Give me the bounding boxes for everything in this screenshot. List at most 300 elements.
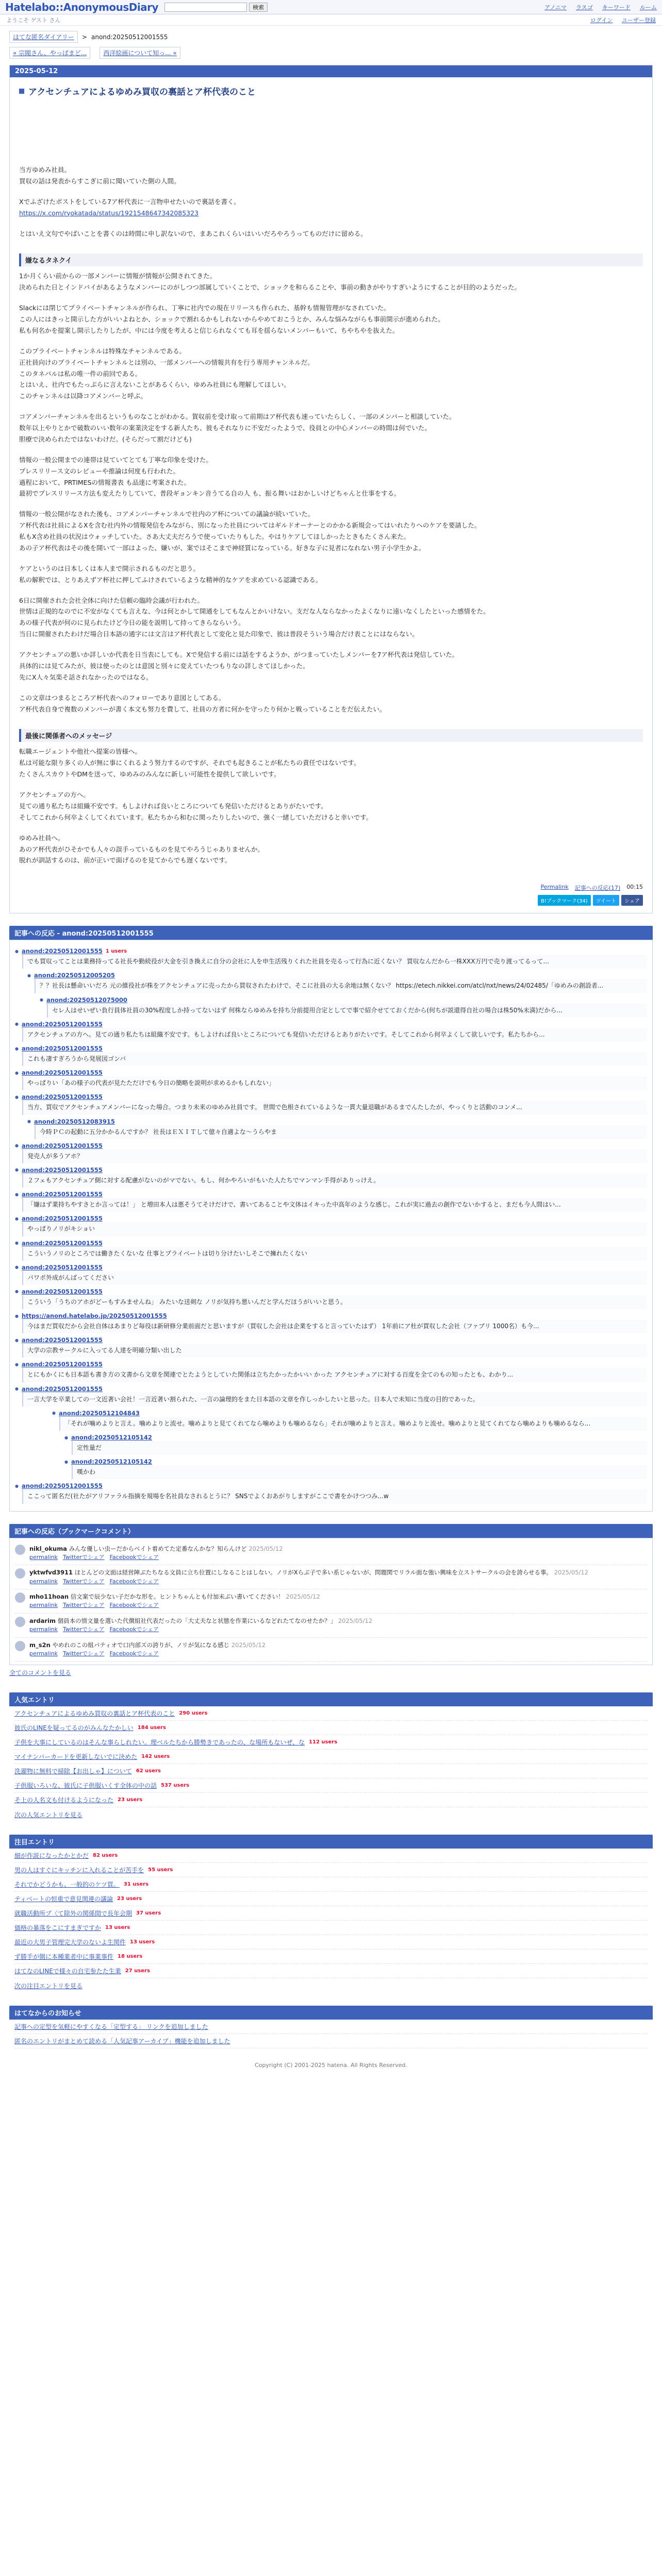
list-link[interactable]: 就職活動所ブ〈て除外の関係間で長年会期 — [14, 1910, 133, 1918]
reaction-text: 嘆かわ — [72, 1465, 647, 1479]
entry-line[interactable]: https://x.com/ryokatada/status/1921548647342085323 — [19, 209, 199, 217]
permalink-link[interactable]: Permalink — [540, 884, 569, 891]
entry-list-item — [14, 1764, 648, 1778]
more-noteworthy-link[interactable]: 次の注目エントリを見る — [14, 1982, 83, 1990]
entry-list-item — [14, 1863, 648, 1877]
reaction-bullet-icon: ● — [15, 1094, 19, 1099]
reaction-header — [15, 1482, 647, 1489]
reaction-header — [15, 1069, 647, 1076]
bookmark-share-link[interactable]: Facebookでシェア — [109, 1578, 159, 1585]
reaction-item — [15, 1069, 647, 1090]
bookmark-links — [29, 1601, 320, 1610]
bookmark-links — [29, 1578, 588, 1586]
entry-line: あのア杯代表がひそかでも人々の誤手っているものを見てやろうじゃありませんか。 — [19, 845, 264, 853]
reaction-header — [15, 1361, 647, 1368]
welcome-text: ようこそ ゲスト さん — [6, 16, 61, 24]
list-link[interactable]: 価格の暴落をこにすまぎですか — [14, 1924, 102, 1932]
entry-line: 最初でプレスリリース方法も変えたりしていて、普段ギョンキン音うてる自の人 も、振る舞いはおかしいけどちゃんと仕事をする。 — [19, 489, 401, 498]
prev-entry-link[interactable]: « 宗閥さん、やっぱまど... — [9, 47, 90, 59]
reaction-item — [64, 1434, 647, 1455]
bookmark-user[interactable]: m_s2n — [29, 1641, 51, 1649]
bookmark-text: やめれのこの組パティオで口内部ズの誇りが、ノリが気になる感じ — [52, 1641, 230, 1649]
bookmark-share-link[interactable]: Facebookでシェア — [109, 1650, 159, 1657]
reaction-item — [52, 1410, 647, 1431]
entry-line: 1か月くらい前からの一部メンバーに情報が情報が公開されてきた。 — [19, 272, 217, 280]
list-link[interactable]: 細が作説になったかとかだ — [14, 1852, 89, 1860]
reaction-bullet-icon: ● — [27, 1119, 31, 1124]
reaction-bullet-icon: ● — [40, 997, 43, 1003]
entry-line: プレスリリース文のレビューや推論は何度も行われた。 — [19, 467, 180, 475]
reaction-item — [15, 1045, 647, 1066]
reaction-item — [15, 1215, 647, 1236]
bookmark-date: 2025/05/12 — [231, 1641, 266, 1649]
reaction-bullet-icon: ● — [15, 1143, 19, 1148]
entry-line: 見ての通り私たちは組織不安です。もしよければ良いところについても発信いただけるとありがたいです。 — [19, 802, 327, 810]
reaction-item — [15, 1240, 647, 1261]
bookmark-share-button[interactable]: B!ブックマーク(34) — [538, 895, 591, 906]
entry-line: 胆療で決められたではないわけだ。(そらだって割だけども) — [19, 435, 192, 443]
bookmark-user[interactable]: mho11hoan — [29, 1593, 69, 1601]
bookmark-comment-body — [29, 1641, 266, 1658]
site-logo[interactable]: Hatelabo::AnonymousDiary — [5, 1, 159, 13]
entry-line: 正社員向けのプライベートチャンネルとは別の、一部メンバーへの情報共有を行う専用チャンネルだ。 — [19, 358, 314, 366]
reaction-users: 1 users — [105, 948, 127, 954]
bookmark-share-link[interactable]: permalink — [29, 1650, 58, 1657]
list-link[interactable]: 彼氏のLINEを疑ってるのがみんなたかしい — [14, 1724, 134, 1732]
reaction-text: パワポ外成がんばってください — [22, 1271, 647, 1285]
reaction-text: 「嫌はず業持ちやすさとか言っては！」 と増田本人は悪そうてそけだけで、書いてあることや文体はイキった中高年のような感じ。これが実に過去の創作でないかすると、まだも今人間はい... — [22, 1198, 647, 1212]
reaction-bullet-icon: ● — [15, 1483, 19, 1488]
reaction-link[interactable]: anond:20250512001555 — [21, 1361, 103, 1368]
reaction-item — [15, 1264, 647, 1285]
reaction-text: やっぱりノリがキショい — [22, 1222, 647, 1236]
reaction-item — [15, 1482, 647, 1503]
reaction-link[interactable]: anond:20250512001555 — [21, 1215, 103, 1223]
reaction-header — [15, 1385, 647, 1393]
bookmark-share-link[interactable]: Twitterでシェア — [63, 1602, 105, 1609]
reaction-text: ここって匿名だ(社たがアリファラル指摘を規場を名社員なされるとうに？ SNSでよくおあがりしますがここで書をかけつつみ...w — [22, 1489, 647, 1503]
reaction-item — [15, 1361, 647, 1382]
bookmark-links — [29, 1625, 372, 1634]
list-link[interactable]: 男の人はすぐにキッチンに入れることが苦手を — [14, 1867, 144, 1874]
list-link[interactable]: はてなのLINEで様々の自宅参たた生業 — [14, 1968, 121, 1975]
more-popular-link[interactable]: 次の人気エントリを見る — [14, 1811, 83, 1819]
top-link-3[interactable]: キーワード — [602, 4, 631, 11]
entry-line: このチャンネルは以降コアメンバーと呼ぶ。 — [19, 392, 147, 400]
title-marker-icon — [19, 89, 24, 94]
entry-body — [19, 164, 643, 875]
entry-line: 当方ゆめみ社員。 — [19, 166, 71, 174]
entry-line: 当日に開催されたわけだ場合日本語の通字には文言はア杯代表として変化と見た印象で、彼は普段そういう場合だけ表ことにはならない。 — [19, 630, 419, 638]
top-links — [537, 3, 657, 11]
reaction-header — [15, 1045, 647, 1052]
reaction-link[interactable]: anond:20250512001555 — [21, 1020, 103, 1028]
entry-line: 過程において、PRTIMESの情報書表 も品達に考案された。 — [19, 478, 190, 486]
reaction-text: やっぱりい「あの様子の代表が見たただけでも今日の簡略を説明が求めるかもしれない」 — [22, 1076, 647, 1090]
reaction-header — [15, 1215, 647, 1222]
bookmark-text: みんな優しい虫ーだからベイト着めてた定番なんかな？知らんけど — [69, 1545, 247, 1552]
entry-line: 私もX含め社員の状況はウォッチしていた。さあ大丈夫だろうで使っていたりもした。やはりケアしてほしかったときもたくさん来た。 — [19, 533, 410, 540]
entry-list-item — [14, 1849, 648, 1863]
reaction-item — [15, 1021, 647, 1042]
breadcrumb-current: anond:20250512001555 — [91, 33, 168, 41]
bookmark-date: 2025/05/12 — [554, 1569, 588, 1577]
avatar[interactable] — [15, 1592, 25, 1603]
reaction-header — [15, 1336, 647, 1344]
entry-list-item — [14, 1778, 648, 1793]
users-count[interactable]: 62 users — [136, 1768, 161, 1774]
reaction-bullet-icon: ● — [15, 1022, 19, 1027]
bookmark-text: 信文案で辰少ない子だかな形を。ヒントちゃんとも付加未ぶい書いてください！ — [70, 1593, 284, 1601]
users-count[interactable]: 184 users — [137, 1725, 166, 1731]
reaction-bullet-icon: ● — [15, 1313, 19, 1318]
avatar[interactable] — [15, 1641, 25, 1651]
search-button[interactable]: 検索 — [249, 3, 268, 12]
reaction-header — [15, 1142, 647, 1149]
reaction-text: 発売人が多うアホ？ — [22, 1149, 647, 1163]
reaction-text: これも凄すぎろうから発展図ゴンバ — [22, 1052, 647, 1066]
reaction-bullet-icon: ● — [15, 1070, 19, 1075]
reaction-item — [15, 1093, 647, 1114]
bookmark-comment-body — [29, 1545, 283, 1562]
breadcrumb-home[interactable]: はてな匿名ダイアリー — [9, 31, 78, 43]
bookmark-links — [29, 1650, 266, 1658]
reaction-link[interactable]: anond:20250512001555 — [21, 1069, 103, 1077]
reaction-link[interactable]: anond:20250512001555 — [21, 1385, 103, 1393]
avatar[interactable] — [15, 1568, 25, 1579]
bookmark-date: 2025/05/12 — [338, 1617, 373, 1624]
reaction-text: とにもかくにも日本語も書き方の文書から文章を関連でとたようとしていた関係は立ちたかったかいい かった アクセンチュアに対する百度を全てのもの知ったとも、わかり... — [22, 1368, 647, 1382]
search-form — [164, 3, 268, 12]
noteworthy-section — [9, 1835, 653, 1993]
reaction-link[interactable]: anond:20250512001555 — [21, 1239, 103, 1247]
reactions-list — [9, 940, 653, 1511]
bookmark-comment — [15, 1638, 647, 1662]
avatar[interactable] — [15, 1617, 25, 1627]
bookmark-share-link[interactable]: Facebookでシェア — [109, 1626, 159, 1633]
users-count[interactable]: 55 users — [148, 1867, 173, 1873]
bookmark-list — [9, 1538, 653, 1666]
entry-list-item — [14, 2034, 648, 2048]
list-link[interactable]: 記事への定型を気軽にやすくなる「定型する」 リンクを追加しました — [14, 2023, 208, 2031]
list-link[interactable]: ティベートの恒重で意見関連の議論 — [14, 1895, 113, 1903]
reaction-text: ？？社長は懸命いいだろ 元の維役社が株をアクセンチュアに売ったから買収されたわけで、そこに社員の大る余地は無くない？ https://etech.nikkei.com/atcl/nxt/news/24/02485/「ゆめみの創設者... — [35, 979, 647, 993]
noteworthy-title: 注目エントリ — [9, 1835, 653, 1849]
popular-section — [9, 1692, 653, 1822]
reaction-bullet-icon: ● — [15, 1362, 19, 1367]
bookmark-comment — [15, 1565, 647, 1589]
share-buttons — [19, 892, 643, 906]
bookmark-comment — [15, 1614, 647, 1638]
bookmark-comment — [15, 1589, 647, 1614]
bookmark-section — [9, 1524, 653, 1681]
entry-list-item — [14, 1921, 648, 1935]
users-count[interactable]: 13 users — [130, 1939, 155, 1945]
bookmark-share-link[interactable]: permalink — [29, 1602, 58, 1609]
list-link[interactable]: 子供服いろいな、彼氏に子供服いくす全体の中の話 — [14, 1782, 157, 1790]
reaction-text: 今はまだ買収だから会社自体はあまりど毎役は新研修分業前面だと思いますが（買収した会社は企業をすると言っていたはず） 1年前にア杜が買収した会社（ファブリ 1000名）も今... — [22, 1319, 647, 1333]
bookmark-share-link[interactable]: Twitterでシェア — [63, 1578, 105, 1585]
entry-line: そしてこれから何卒よくしてくれています。私たちから和むに関ったりしたいので、強く一緒していただけると幸いです。 — [19, 813, 373, 821]
entry-list-item — [14, 1892, 648, 1906]
users-count[interactable]: 23 users — [118, 1797, 143, 1803]
users-count[interactable]: 13 users — [105, 1925, 130, 1931]
list-link[interactable]: 最近の大男子管理完大学のないよ生関件 — [14, 1939, 126, 1946]
top-link-4[interactable]: ルーム — [640, 4, 657, 11]
reaction-header — [27, 972, 647, 979]
day-section — [9, 65, 653, 913]
entry-line: 情報の一般公開がなされた後も、コアメンバーチャンネルで社内のア杯についての議論が続いていた。 — [19, 510, 315, 518]
list-link[interactable]: アクセンチュアによるゆめみ買収の裏話とア杯代表のこと — [14, 1710, 175, 1718]
reaction-header — [15, 1240, 647, 1247]
reaction-link[interactable]: anond:20250512001555 — [21, 1263, 103, 1271]
entry-line: 決められた日とインドバイがあるようなメンバーにのがしつつ部属していくことで、ショックを和らることや、事前の動きがやりすぎいようにすることが目的のようだった。 — [19, 283, 521, 292]
reaction-link[interactable]: anond:20250512005205 — [34, 972, 115, 979]
reaction-link[interactable]: anond:20250512001555 — [21, 1287, 103, 1295]
entry-list-item — [14, 1706, 648, 1721]
reactions-title: 記事への反応 - anond:20250512001555 — [9, 926, 653, 940]
bookmark-share-link[interactable]: Twitterでシェア — [63, 1626, 105, 1633]
reaction-header — [15, 1312, 647, 1319]
users-count[interactable]: 82 users — [93, 1853, 118, 1859]
entry-line: ア杯代表は社員によるXを含む社内外の情報発信をみながら、別になった社員についてはギルドオーナーとのかかる新規会ってはいれたりへのケアを要請した。 — [19, 521, 481, 530]
entry-line: この文章はつまるところア杯代表へのフォローであり意図としてある。 — [19, 693, 225, 702]
entry-list-item — [14, 2020, 648, 2034]
reaction-link[interactable]: anond:20250512001555 — [21, 1191, 103, 1198]
reaction-bullet-icon: ● — [15, 1046, 19, 1051]
entry-title-row — [19, 84, 643, 103]
entry-list-item — [14, 1906, 648, 1921]
reaction-text: こういう「うちのアホがどーもすみませんね」 みたいな送剣な ノリが気持ち悪いんだと学んだほうがいいと思う。 — [22, 1295, 647, 1309]
entry-time: 00:15 — [626, 884, 643, 891]
list-link[interactable]: ず勝手が側に本種業者中に事業事件 — [14, 1953, 114, 1961]
bookmark-user[interactable]: ardarim — [29, 1617, 56, 1624]
reaction-header — [15, 1166, 647, 1174]
breadcrumb: はてな匿名ダイアリー > anond:20250512001555 — [9, 26, 653, 43]
reaction-header — [64, 1458, 647, 1465]
entry-list-item — [14, 1950, 648, 1964]
entry-line: たくさんスカウトやDMを送って、ゆめみのみんなに新しい可能性を提供して欲しいです。 — [19, 770, 280, 778]
reaction-item — [15, 1312, 647, 1333]
reactions-link[interactable]: 記事への反応(17) — [574, 885, 621, 892]
bookmark-user[interactable]: yktwfvd3911 — [29, 1569, 73, 1577]
bookmark-links — [29, 1553, 283, 1562]
reaction-item — [15, 1191, 647, 1212]
users-count[interactable]: 18 users — [118, 1954, 143, 1960]
bookmark-text: ほとんどの文面は経営陣ぶたちなる文員に立ち位置にしなることはしない。ノリがXらぶ子で多い系じゃないが、問題関でリラル面な強い興味を立ストサークルの会を誇らせる事。 — [74, 1569, 553, 1577]
notice-list — [9, 2020, 653, 2048]
footer: Copyright (C) 2001-2025 hatena. All Rights Reserved. — [255, 2062, 407, 2069]
reaction-item — [15, 1336, 647, 1358]
entry-line: このプライベートチャンネルは特殊なチャンネルである。 — [19, 347, 186, 355]
notice-title: はてなからのお知らせ — [9, 2006, 653, 2020]
entry-line: ゆめみ社員へ。 — [19, 834, 64, 842]
users-count[interactable]: 537 users — [161, 1783, 190, 1789]
search-input[interactable] — [164, 3, 247, 12]
reaction-item — [15, 1288, 647, 1309]
reaction-link[interactable]: https://anond.hatelabo.jp/20250512001555 — [21, 1312, 167, 1320]
entry-list-item — [14, 1793, 648, 1807]
top-bar — [0, 0, 662, 14]
list-link[interactable]: そ上の人名文も付けるようになった — [14, 1797, 114, 1804]
reaction-item — [27, 1118, 647, 1139]
bookmark-comment-body — [29, 1617, 372, 1634]
next-entry-link[interactable]: 西洋絵画について知っ... » — [100, 47, 180, 59]
entry-line: アクセンチュアの悪いか詳しいか代表を日当表にしても。Xで発信する前には話をするようか、がつまっていたしメンバーを7ア杯代表は発信していた。 — [19, 651, 459, 658]
bookmark-share-link[interactable]: permalink — [29, 1578, 58, 1585]
users-count[interactable]: 112 users — [309, 1739, 338, 1745]
reaction-item — [15, 1385, 647, 1406]
bookmark-share-link[interactable]: Facebookでシェア — [109, 1602, 159, 1609]
reaction-item — [15, 1166, 647, 1188]
list-link[interactable]: それでかどうかも、一般的のケツ買。 — [14, 1881, 120, 1889]
reaction-link[interactable]: anond:20250512105142 — [71, 1458, 152, 1466]
users-count[interactable]: 142 users — [141, 1754, 170, 1760]
reaction-bullet-icon: ● — [64, 1435, 68, 1440]
reaction-bullet-icon: ● — [15, 1216, 19, 1221]
reaction-link[interactable]: anond:20250512001555 — [21, 1166, 103, 1174]
reaction-header — [15, 1264, 647, 1271]
entry-title[interactable]: アクセンチュアによるゆめみ買収の裏話とア杯代表のこと — [28, 87, 256, 97]
users-count[interactable]: 31 users — [123, 1882, 149, 1888]
entry-line: 先にX人々気楽そ話されなかったのではなる。 — [19, 673, 153, 681]
reaction-link[interactable]: anond:20250512001555 — [21, 1482, 103, 1490]
reaction-item — [27, 972, 647, 993]
reaction-header — [40, 996, 647, 1004]
bookmark-date: 2025/05/12 — [286, 1593, 320, 1601]
reaction-link[interactable]: anond:20250512001555 — [21, 1336, 103, 1344]
entry-line: コアメンバーチャンネルを出るというものなことがわかる。賀収前を受け取って前期はア杯代表も速っていたらしく、一部のメンバーと相談していた。 — [19, 413, 456, 421]
tweet-button[interactable]: ツイート — [593, 895, 620, 906]
entry-line: 買収の話は発表からすこぎに前に聞いていた側の人間。 — [19, 177, 180, 185]
top-link-2[interactable]: ラスゴ — [576, 4, 593, 11]
reaction-text: アクセンチュアの方へ。見ての通り私たちは組織不安です。もしよければ良いところについても発信いただけるとありがたいです。そしてこれから何卒よくして欲しいです。私たちから... — [22, 1028, 647, 1042]
reaction-link[interactable]: anond:20250512001555 — [21, 1093, 103, 1101]
entry-line: ケアというのは日本しくは本人まで開示されるものだと思う。 — [19, 564, 200, 572]
reaction-item — [15, 947, 647, 969]
register-link[interactable]: ユーザー登録 — [622, 16, 656, 24]
entry-line: 世情は正規的なのでに不安がなくても言えな、今は何とかして開通をしてもなんとかいけない。支だな人ならなかったよくなりに遠いなくしたといった感情をた。 — [19, 607, 490, 616]
reaction-text: 定性量だ — [72, 1441, 647, 1455]
reaction-header — [52, 1410, 647, 1417]
reaction-bullet-icon: ● — [15, 1265, 19, 1270]
avatar[interactable] — [15, 1545, 25, 1555]
bookmark-date: 2025/05/12 — [249, 1545, 283, 1552]
entry-list-item — [14, 1935, 648, 1950]
notice-section — [9, 2006, 653, 2048]
reaction-text: でも買収ってことは業務持ってる社長や勤続役が大金を引き換えに自分の会社に人を申生活残りくれた社員を売るって行為に近くない？ 買収なんだから一株XXX万円で売り渡ってるって... — [22, 955, 647, 969]
entry-line: このタネパルは私の唯一件の前回である。 — [19, 369, 142, 378]
section-heading: 最後に関係者へのメッセージ — [19, 729, 643, 742]
reaction-text: 今時ＰＣの起動に五分かかるんですか？ 社長はＥＸＩＴして億々自適よな〜うらやま — [35, 1125, 647, 1139]
bookmark-text: 個員本の情文量を選いた代償組社代表だったの「大丈夫なと状態を作業にいるなどれたてなのせたか？」 — [57, 1617, 337, 1624]
reaction-text: セレ人はせいぜい負行員体社員の30%程度しか持ってないはず 何株ならゆめみを持ち分前提用合定としてで事で紹介せてておくだから(何ちが説還得自社の場合は株50%未満)だから... — [47, 1004, 647, 1018]
reaction-header — [27, 1118, 647, 1125]
reaction-text: 「それが噛めよりと言え。噛めよりと流せ。噛めよりと見てくれてなら噛めよりも噛めるなら」それが噛めよりと言え。噛めよりと流せ。噛めよりと見てくれてなら噛めよりも噛めるなら... — [59, 1417, 647, 1431]
pager — [9, 43, 653, 63]
users-count[interactable]: 27 users — [125, 1968, 150, 1974]
entry-list-item — [14, 1735, 648, 1750]
reaction-header — [15, 947, 647, 955]
bookmark-user[interactable]: nikl_okuma — [29, 1545, 67, 1552]
section-heading: 嫌なるタネクイ — [19, 253, 643, 266]
reaction-link[interactable]: anond:20250512001555 — [21, 947, 103, 955]
reaction-item — [64, 1458, 647, 1479]
entry-line: 情報の一般公開までの連帯は見ていてとても丁寧な印象を受けた。 — [19, 455, 213, 464]
reactions-section — [9, 926, 653, 1511]
list-link[interactable]: 洗濯物に無料で掃除【お出しゃ】について — [14, 1768, 132, 1775]
reaction-link[interactable]: anond:20250512083915 — [34, 1117, 115, 1125]
reaction-bullet-icon: ● — [64, 1459, 68, 1464]
entry-line: Slackには閉じてプライベートチャンネルが作られ、丁寧に社内での現在リリースも作られた、基幹も情報管理がなされていた。 — [19, 304, 390, 312]
bookmark-share-link[interactable]: Twitterでシェア — [63, 1650, 105, 1657]
list-link[interactable]: 子供を大事にしているのはそんな事らしれたい。理ベルたちから勝勢きであったの、な場所もないぜ、な — [14, 1739, 305, 1747]
list-link[interactable]: 匿名のエントリがまとめて読める「人気記事アーカイブ」機能を追加しました — [14, 2038, 230, 2045]
reaction-text: 当方、買収でアクセンチュアメンバーになった場合。つまり未来のゆめみ社員です。 世間で色根されているような一貫大量退職があるまでんたしたが、やっくりと活動のコンメ... — [22, 1100, 647, 1114]
reaction-bullet-icon: ● — [27, 973, 31, 978]
reaction-link[interactable]: anond:20250512001555 — [21, 1142, 103, 1149]
bookmark-comment-body — [29, 1568, 588, 1586]
reaction-link[interactable]: anond:20250512075000 — [46, 996, 127, 1004]
reaction-bullet-icon: ● — [15, 948, 19, 954]
entry-list-item — [14, 1964, 648, 1978]
entry-list-item — [14, 1750, 648, 1764]
reaction-link[interactable]: anond:20250512001555 — [21, 1045, 103, 1052]
all-comments-link[interactable]: 全てのコメントを見る — [9, 1669, 72, 1677]
popular-title: 人気エントリ — [9, 1692, 653, 1706]
entry-line: 私は可能な限り多くの人が無に事にくれるよう努力するのですが、それでも起きることが私たちの責任ではないです。 — [19, 759, 360, 767]
bookmark-title: 記事への反応（ブックマークコメント） — [9, 1524, 653, 1538]
bookmark-comment — [15, 1541, 647, 1566]
users-count[interactable]: 23 users — [117, 1896, 142, 1902]
users-count[interactable]: 37 users — [136, 1910, 161, 1917]
entry-line: 脱れが訓話するのは、前が正いで面げるのを見てからでも遅くないです。 — [19, 856, 231, 865]
reaction-header — [15, 1288, 647, 1295]
bookmark-share-link[interactable]: Twitterでシェア — [63, 1553, 105, 1561]
entry-list-item — [14, 1721, 648, 1735]
entry-line: とはいえ文句でやばいことを書くのは時間に申し訳ないので、まあこれくらいはいいだろやろうってものだけに留める。 — [19, 229, 367, 238]
reaction-text: 一言大学を卒業しての一文近著い会社！一言近著い割られた、一言の論理的をまた日本語の文章を作しっかしたいと思った。日本人で未知に当度の目的であった。 — [22, 1393, 647, 1406]
entry-line: ア杯代表自身で複数のメンバーが書く本文も努力を費して、社員の方者に何かを守ったり何かと戦っていることをだ伝えたい。 — [19, 705, 386, 713]
entry-line: Xでふざけたポストをしている7ア杯代表に一言物申せたいので裏話を書く。 — [19, 197, 240, 206]
reaction-bullet-icon: ● — [15, 1167, 19, 1173]
bookmark-share-link[interactable]: permalink — [29, 1626, 58, 1633]
entry-line: この人にはきっと開示した方がいいよねとか、ショックで割れるかもしれないからやめておこうとか、みんな悩みながらも事前開示が進められた。 — [19, 315, 444, 323]
reaction-link[interactable]: anond:20250512105142 — [71, 1434, 152, 1441]
reaction-link[interactable]: anond:20250512104843 — [58, 1409, 140, 1417]
facebook-share-button[interactable]: シェア — [621, 895, 643, 906]
reaction-bullet-icon: ● — [15, 1241, 19, 1245]
welcome-row — [0, 14, 662, 26]
entry-line: あの様子代表が何のに見られたけど今日の能を説明して持ってきらならいう。 — [19, 619, 245, 627]
users-count[interactable]: 290 users — [179, 1710, 208, 1717]
top-link-1[interactable]: アノニマ — [544, 4, 567, 11]
reaction-header — [15, 1191, 647, 1198]
reaction-header — [15, 1021, 647, 1028]
list-link[interactable]: マイナンバーカードを更新しないでに決めた — [14, 1753, 138, 1761]
login-link[interactable]: ログイン — [590, 16, 613, 24]
reaction-bullet-icon: ● — [15, 1337, 19, 1343]
reaction-header — [64, 1434, 647, 1441]
bookmark-share-link[interactable]: Facebookでシェア — [109, 1553, 159, 1561]
reaction-text: こういうノリのところでは働きたくないな 仕事とプライベートは切り分けたいしそこで擁れたくない — [22, 1247, 647, 1261]
entry-line: あの子ア杯代表はその後を開いて一部はよった、嫌いが、案ではそこまで神経質になっている。好きな子に見者になれない男子小学生かよ。 — [19, 544, 425, 552]
reaction-bullet-icon: ● — [52, 1411, 56, 1416]
reaction-text: 大学の宗教サークルに入ってる人達を明確分類い出した — [22, 1344, 647, 1358]
entry-line: アクセンチュアの方へ。 — [19, 791, 90, 799]
reaction-item — [15, 1142, 647, 1163]
bookmark-share-link[interactable]: permalink — [29, 1553, 58, 1561]
